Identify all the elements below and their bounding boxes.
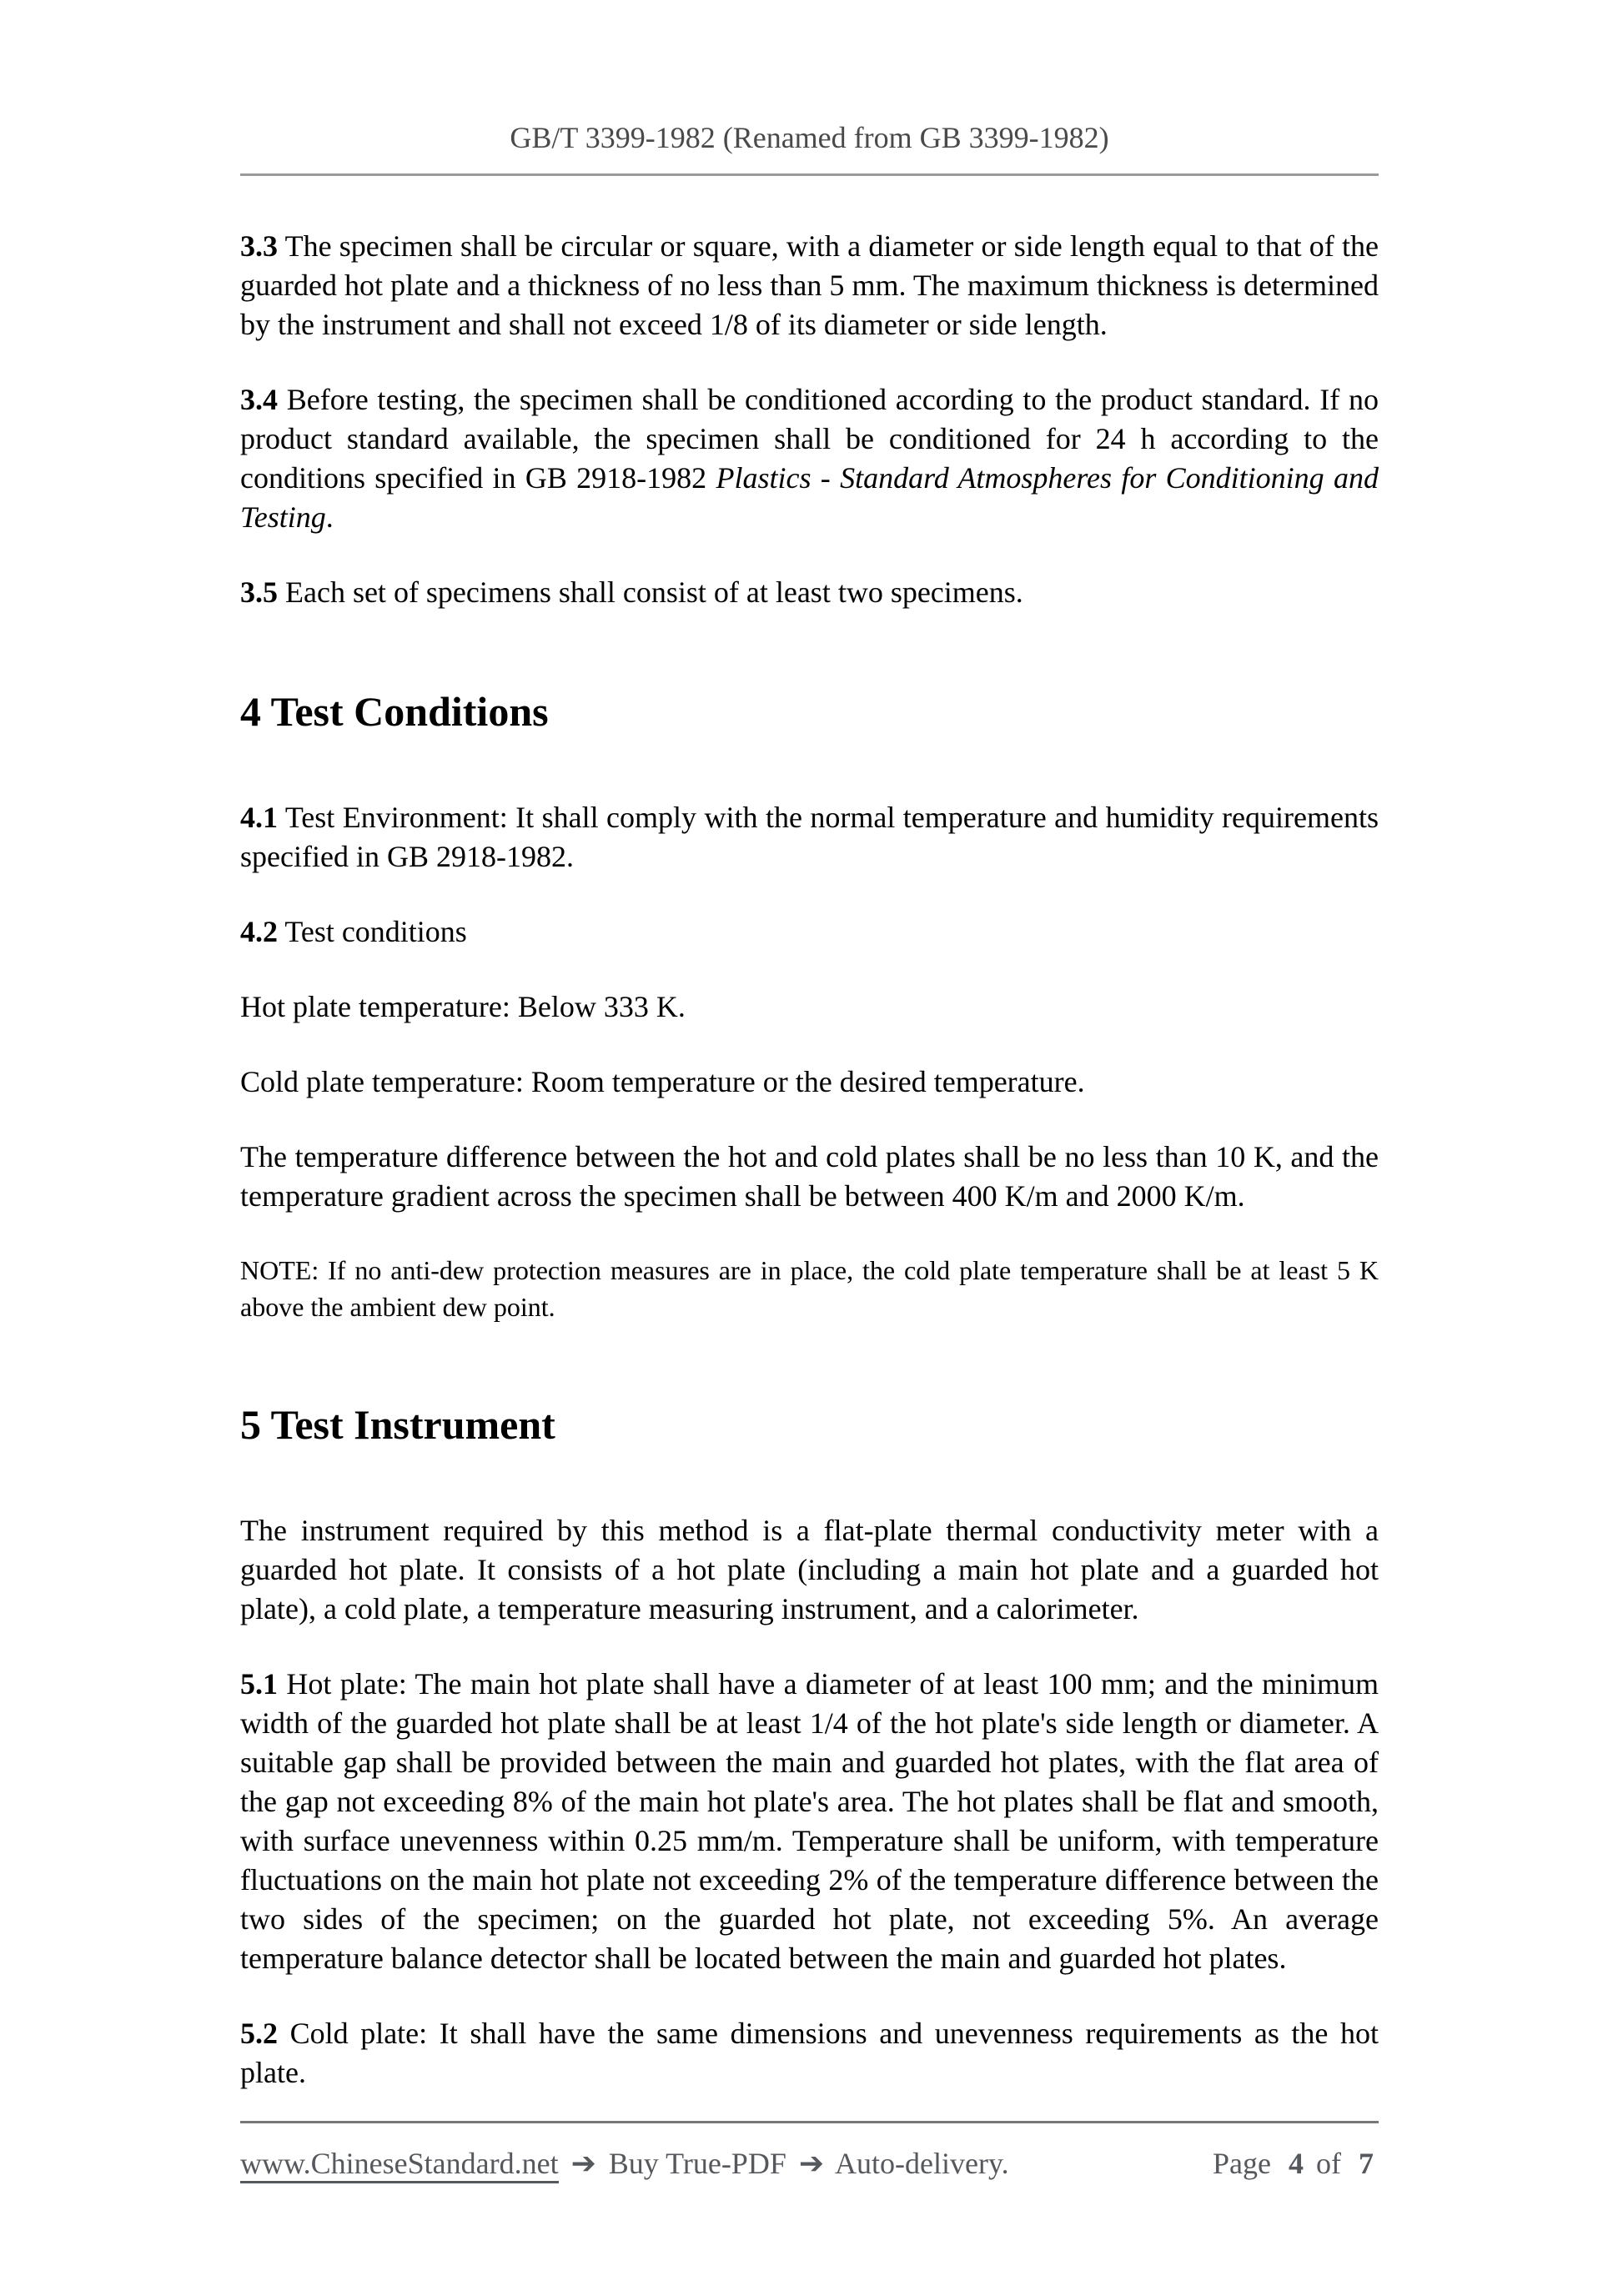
of-label: of bbox=[1316, 2147, 1341, 2180]
clause-3-5 bbox=[240, 573, 1379, 612]
document-body bbox=[0, 176, 1623, 2093]
clause-text: The specimen shall be circular or square, with a diameter or side length equal to that of the guarded hot plate and a thickness of no less than 5 mm. The maximum thickness is determined by the instrument and shall not exceed 1/8 of its diameter or side length. bbox=[240, 229, 1379, 341]
current-page-number: 4 bbox=[1289, 2147, 1304, 2180]
arrow-icon: ➔ bbox=[798, 2147, 825, 2181]
footer-left bbox=[240, 2145, 1009, 2183]
cold-plate-temperature-line: Cold plate temperature: Room temperature or the desired temperature. bbox=[240, 1065, 1085, 1098]
referenced-standard-title: Plastics - Standard Atmospheres for Conditioning and Testing bbox=[240, 461, 1379, 534]
clause-3-4 bbox=[240, 380, 1379, 537]
clause-text: . bbox=[325, 500, 334, 534]
page-label: Page bbox=[1213, 2147, 1271, 2180]
page-header bbox=[0, 0, 1623, 176]
clause-number: 3.5 bbox=[240, 575, 278, 609]
website-link[interactable]: www.ChineseStandard.net bbox=[240, 2147, 559, 2183]
auto-delivery-label: Auto-delivery. bbox=[835, 2147, 1009, 2180]
clause-text: Cold plate: It shall have the same dimensions and unevenness requirements as the hot plate. bbox=[240, 2017, 1379, 2089]
clause-4-2 bbox=[240, 912, 1379, 952]
instrument-intro-paragraph: The instrument required by this method is a flat-plate thermal conductivity meter with a guarded hot plate. It consists of a hot plate (including a main hot plate and a guarded hot plate), a cold plate, a temperature measuring instrument, and a calorimeter. bbox=[240, 1514, 1379, 1625]
clause-5-1 bbox=[240, 1665, 1379, 1978]
clause-text: Each set of specimens shall consist of at least two specimens. bbox=[285, 575, 1023, 609]
clause-number: 5.1 bbox=[240, 1667, 278, 1701]
page-indicator bbox=[1213, 2145, 1379, 2182]
temperature-difference-paragraph: The temperature difference between the hot and cold plates shall be no less than 10 K, and the temperature gradient across the specimen shall be between 400 K/m and 2000 K/m. bbox=[240, 1140, 1379, 1213]
clause-text: Test conditions bbox=[284, 915, 467, 948]
clause-text: Hot plate: The main hot plate shall have a diameter of at least 100 mm; and the minimum width of the guarded hot plate shall be at least 1/4 of the hot plate's side length or diameter. A suitable gap shall be provided between the main and guarded hot plates, with the flat area of the gap not exceeding 8% of the main hot plate's area. The hot plates shall be flat and smooth, with surface unevenness within 0.25 mm/m. Temperature shall be uniform, with temperature fluctuations on the main hot plate not exceeding 2% of the temperature difference between the two sides of the specimen; on the guarded hot plate, not exceeding 5%. An average temperature balance detector shall be located between the main and guarded hot plates. bbox=[240, 1667, 1379, 1975]
section-heading-4: 4 Test Conditions bbox=[240, 688, 549, 735]
clause-5-2 bbox=[240, 2014, 1379, 2093]
footer-row bbox=[240, 2145, 1379, 2183]
arrow-icon: ➔ bbox=[570, 2147, 596, 2181]
clause-number: 4.2 bbox=[240, 915, 278, 948]
clause-text: Test Environment: It shall comply with the normal temperature and humidity requirements specified in GB 2918-1982. bbox=[240, 801, 1379, 873]
clause-number: 5.2 bbox=[240, 2017, 278, 2050]
clause-number: 3.4 bbox=[240, 383, 278, 416]
page-footer bbox=[240, 2121, 1379, 2183]
total-page-number: 7 bbox=[1359, 2147, 1374, 2180]
note-paragraph: NOTE: If no anti-dew protection measures are in place, the cold plate temperature shall be at least 5 K above the ambient dew point. bbox=[240, 1255, 1379, 1322]
document-header-title: GB/T 3399-1982 (Renamed from GB 3399-1982) bbox=[510, 121, 1109, 154]
clause-3-3 bbox=[240, 227, 1379, 344]
section-heading-5: 5 Test Instrument bbox=[240, 1401, 555, 1448]
clause-number: 3.3 bbox=[240, 229, 278, 263]
buy-true-pdf-label: Buy True-PDF bbox=[608, 2147, 786, 2180]
footer-rule bbox=[240, 2121, 1379, 2123]
clause-text: Before testing, the specimen shall be conditioned according to the product standard. If no product standard available, the specimen shall be conditioned for 24 h according to the conditions specified in GB 2918-1982 bbox=[240, 383, 1379, 495]
clause-number: 4.1 bbox=[240, 801, 278, 834]
clause-4-1 bbox=[240, 798, 1379, 877]
hot-plate-temperature-line: Hot plate temperature: Below 333 K. bbox=[240, 990, 686, 1023]
